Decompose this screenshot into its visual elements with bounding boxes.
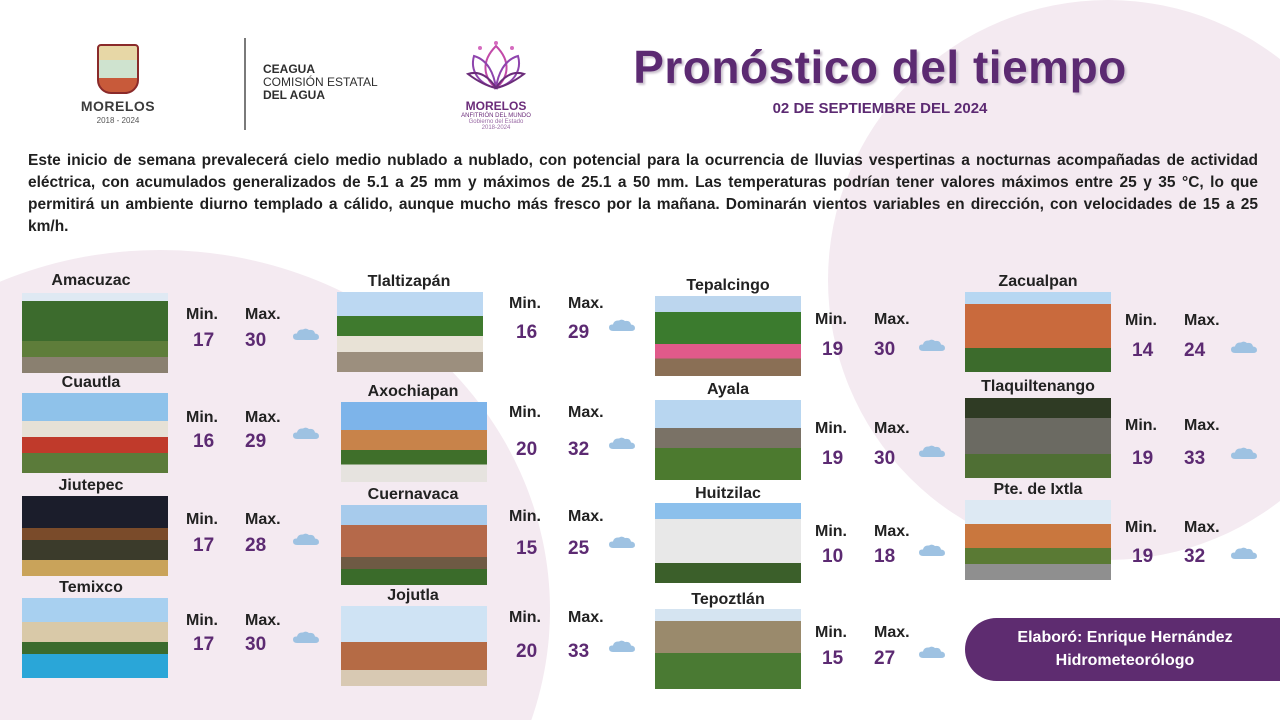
min-temperature: 20 (516, 641, 538, 662)
min-label: Min. (186, 612, 218, 629)
gobierno-logo-years: 2018-2024 (481, 125, 511, 131)
min-temperature: 15 (516, 538, 538, 559)
cloud-icon (1230, 340, 1258, 354)
max-temperature: 24 (1184, 340, 1206, 361)
max-label: Max. (568, 508, 604, 525)
morelos-logo-name: MORELOS (80, 98, 156, 114)
city-name: Cuernavaca (367, 486, 459, 503)
city-photo (22, 496, 168, 576)
min-label: Min. (815, 420, 847, 437)
max-label: Max. (1184, 519, 1220, 536)
max-label: Max. (568, 404, 604, 421)
min-temperature: 19 (1132, 546, 1154, 567)
max-label: Max. (1184, 312, 1220, 329)
max-temperature: 33 (1184, 448, 1206, 469)
city-photo (655, 503, 801, 583)
max-temperature: 30 (874, 339, 896, 360)
max-label: Max. (245, 306, 281, 323)
city-name: Jiutepec (58, 477, 124, 494)
city-name: Tepoztlán (691, 591, 765, 608)
cloud-icon (292, 327, 320, 341)
gobierno-logo-tagline: ANFITRIÓN DEL MUNDO (461, 113, 531, 119)
max-temperature: 29 (245, 431, 267, 452)
max-label: Max. (874, 311, 910, 328)
city-name: Temixco (59, 579, 123, 596)
min-label: Min. (1125, 312, 1157, 329)
min-temperature: 14 (1132, 340, 1154, 361)
city-name: Huitzilac (695, 485, 761, 502)
max-label: Max. (1184, 417, 1220, 434)
max-label: Max. (874, 624, 910, 641)
ceagua-acronym: CEAGUA (263, 62, 316, 76)
city-photo (655, 400, 801, 480)
max-temperature: 32 (568, 439, 590, 460)
cloud-icon (918, 338, 946, 352)
min-temperature: 19 (822, 448, 844, 469)
lotus-icon (466, 40, 526, 92)
max-temperature: 32 (1184, 546, 1206, 567)
min-temperature: 16 (193, 431, 215, 452)
min-temperature: 10 (822, 546, 844, 567)
cloud-icon (608, 318, 636, 332)
author-name: Elaboró: Enrique Hernández (1017, 629, 1233, 646)
city-name: Tlaltizapán (367, 273, 451, 290)
min-temperature: 20 (516, 439, 538, 460)
max-temperature: 27 (874, 648, 896, 669)
city-photo (965, 398, 1111, 478)
min-label: Min. (1125, 519, 1157, 536)
min-label: Min. (186, 306, 218, 323)
city-name: Ayala (706, 381, 750, 398)
ceagua-logo (263, 63, 378, 102)
min-label: Min. (186, 409, 218, 426)
min-label: Min. (509, 295, 541, 312)
ceagua-line2: COMISIÓN ESTATAL (263, 75, 378, 89)
max-label: Max. (874, 523, 910, 540)
max-temperature: 18 (874, 546, 896, 567)
city-photo (341, 606, 487, 686)
city-photo (965, 500, 1111, 580)
cloud-icon (292, 532, 320, 546)
min-temperature: 19 (822, 339, 844, 360)
max-label: Max. (874, 420, 910, 437)
max-label: Max. (245, 511, 281, 528)
max-temperature: 25 (568, 538, 590, 559)
city-photo (341, 402, 487, 482)
min-temperature: 19 (1132, 448, 1154, 469)
min-label: Min. (1125, 417, 1157, 434)
gobierno-logo-name: MORELOS (465, 99, 527, 113)
city-photo (655, 609, 801, 689)
cloud-icon (918, 645, 946, 659)
cloud-icon (918, 543, 946, 557)
gobierno-logo-sub: Gobierno del Estado (468, 119, 524, 125)
logo-divider (244, 38, 246, 130)
gobierno-logo (452, 40, 540, 131)
min-temperature: 16 (516, 322, 538, 343)
city-photo (22, 393, 168, 473)
city-name: Cuautla (61, 374, 121, 391)
min-temperature: 17 (193, 634, 215, 655)
max-label: Max. (245, 409, 281, 426)
max-temperature: 33 (568, 641, 590, 662)
city-photo (22, 598, 168, 678)
max-label: Max. (245, 612, 281, 629)
morelos-logo (78, 44, 158, 130)
cloud-icon (608, 535, 636, 549)
city-photo (22, 293, 168, 373)
max-temperature: 30 (874, 448, 896, 469)
max-temperature: 30 (245, 634, 267, 655)
morelos-logo-years: 2018 - 2024 (96, 116, 140, 125)
min-label: Min. (509, 508, 541, 525)
max-temperature: 29 (568, 322, 590, 343)
min-label: Min. (509, 404, 541, 421)
city-name: Zacualpan (998, 273, 1078, 290)
cloud-icon (1230, 546, 1258, 560)
forecast-description: Este inicio de semana prevalecerá cielo medio nublado a nublado, con potencial para la ocurrencia de lluvias vespertinas a nocturnas acompañadas de actividad eléctrica, con acumulados generalizados de 5.1 a 25 mm y máximos de 25.1 a 50 mm. Las temperaturas podrían tener valores máximos entre 25 y 35 °C, lo que permitirá un ambiente diurno templado a cálido, aunque mucho más fresco por la mañana. Dominarán vientos variables en dirección, con velocidades de 15 a 25 km/h. (28, 152, 1258, 235)
min-label: Min. (186, 511, 218, 528)
city-name: Tlaquiltenango (981, 378, 1095, 395)
city-name: Amacuzac (51, 272, 131, 289)
city-photo (337, 292, 483, 372)
page-title: Pronóstico del tiempo (633, 41, 1127, 93)
city-photo (655, 296, 801, 376)
city-photo (341, 505, 487, 585)
max-label: Max. (568, 609, 604, 626)
cloud-icon (292, 426, 320, 440)
min-label: Min. (509, 609, 541, 626)
min-temperature: 17 (193, 535, 215, 556)
city-photo (965, 292, 1111, 372)
min-label: Min. (815, 624, 847, 641)
max-temperature: 30 (245, 330, 267, 351)
coat-of-arms-icon (97, 44, 139, 94)
min-temperature: 15 (822, 648, 844, 669)
max-label: Max. (568, 295, 604, 312)
city-name: Axochiapan (367, 383, 459, 400)
city-name: Pte. de Ixtla (993, 481, 1083, 498)
cloud-icon (918, 444, 946, 458)
cloud-icon (292, 630, 320, 644)
city-name: Tepalcingo (686, 277, 770, 294)
min-label: Min. (815, 311, 847, 328)
max-temperature: 28 (245, 535, 267, 556)
author-role: Hidrometeorólogo (1055, 652, 1195, 669)
cloud-icon (608, 436, 636, 450)
cloud-icon (1230, 446, 1258, 460)
city-name: Jojutla (387, 587, 439, 604)
min-temperature: 17 (193, 330, 215, 351)
author-box (965, 618, 1280, 681)
forecast-date: 02 DE SEPTIEMBRE DEL 2024 (772, 100, 988, 117)
cloud-icon (608, 639, 636, 653)
ceagua-line3: DEL AGUA (263, 88, 326, 102)
min-label: Min. (815, 523, 847, 540)
